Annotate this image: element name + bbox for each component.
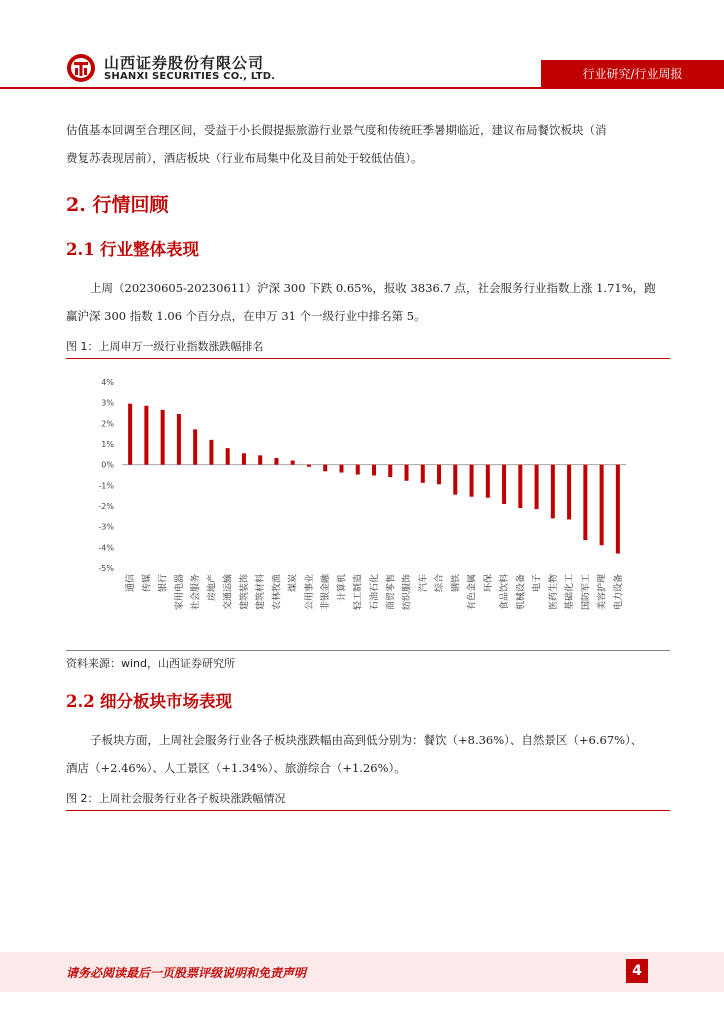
bar: [323, 465, 327, 472]
bar: [567, 465, 571, 520]
x-category-label: 建筑材料: [256, 574, 267, 611]
bar: [437, 465, 441, 485]
bar: [616, 465, 620, 554]
x-category-label: 公用事业: [304, 574, 315, 611]
bar: [209, 440, 213, 465]
section-2-1-line-1: 上周（20230605-20230611）沪深 300 下跌 0.65%，报收 3836.7 点，社会服务行业指数上涨 1.71%，跑: [90, 281, 656, 295]
figure-2-caption: 图 2：上周社会服务行业各子板块涨跌幅情况: [66, 790, 670, 811]
bar: [551, 465, 555, 519]
section-2-title: 行情回顾: [92, 194, 169, 216]
x-category-label: 商贸零售: [386, 574, 397, 611]
bar: [583, 465, 587, 540]
bar: [242, 453, 246, 464]
section-2-2-paragraph: [66, 726, 670, 782]
bar: [274, 458, 278, 465]
section-2-2-line-1: 子板块方面，上周社会服务行业各子板块涨跌幅由高到低分别为：餐饮（+8.36%）、自然景区（+6.67%）、: [90, 733, 643, 747]
x-category-label: 通信: [126, 574, 137, 593]
x-category-label: 钢铁: [451, 574, 462, 593]
section-2-1-number: 2.1: [66, 240, 95, 259]
section-2-1-paragraph: [66, 274, 670, 330]
bar: [291, 461, 295, 465]
bar: [600, 465, 604, 546]
intro-line-2: 费复苏表现居前），酒店板块（行业布局集中化及目前处于较低估值）。: [66, 151, 423, 165]
industry-performance-chart: [66, 360, 670, 640]
bar: [453, 465, 457, 495]
x-category-label: 医药生物: [548, 574, 559, 611]
x-category-label: 轻工制造: [353, 574, 364, 611]
bar: [470, 465, 474, 497]
bar: [144, 406, 148, 465]
figure-1-caption: 图 1：上周申万一级行业指数涨跌幅排名: [66, 338, 670, 359]
bar: [486, 465, 490, 498]
company-name-en: SHANXI SECURITIES CO., LTD.: [104, 71, 276, 82]
y-tick-label: 3%: [101, 398, 114, 408]
y-tick-label: -3%: [98, 522, 114, 532]
bar: [339, 465, 343, 473]
bar: [258, 455, 262, 464]
bar: [518, 465, 522, 508]
x-category-label: 美容护理: [597, 574, 608, 611]
x-category-label: 环保: [483, 574, 494, 593]
x-category-label: 国防军工: [581, 574, 592, 611]
x-category-label: 石油石化: [370, 574, 380, 611]
section-2-number: 2.: [66, 194, 86, 216]
x-category-label: 电力设备: [613, 574, 624, 611]
page-header: [0, 0, 724, 100]
bar: [388, 465, 392, 477]
bar: [177, 414, 181, 465]
section-2-1-title: 行业整体表现: [100, 240, 199, 259]
company-logo-icon: [66, 53, 96, 83]
section-2-2-heading: [66, 688, 232, 712]
x-category-label: 交通运输: [223, 574, 234, 611]
y-tick-label: 1%: [101, 440, 114, 449]
intro-paragraph: [66, 116, 670, 172]
section-tag: 行业研究/行业周报: [541, 60, 724, 89]
y-tick-label: -5%: [98, 564, 114, 573]
x-category-label: 综合: [435, 574, 446, 593]
y-tick-label: -4%: [98, 543, 114, 553]
bar: [193, 429, 197, 464]
bar: [128, 404, 132, 465]
bar: [421, 465, 425, 483]
bar: [502, 465, 506, 504]
page-footer: [0, 952, 724, 992]
x-category-label: 银行: [158, 574, 169, 593]
bar: [535, 465, 539, 509]
y-tick-label: 4%: [101, 378, 114, 387]
y-tick-label: -2%: [98, 502, 114, 511]
x-category-label: 农林牧渔: [272, 574, 283, 611]
section-2-2-number: 2.2: [66, 692, 95, 711]
x-category-label: 非银金融: [321, 574, 332, 611]
section-2-2-line-2: 酒店（+2.46%）、人工景区（+1.34%）、旅游综合（+1.26%）。: [66, 761, 406, 775]
x-category-label: 建筑装饰: [239, 574, 250, 611]
x-category-label: 社会服务: [191, 574, 202, 611]
section-2-2-title: 细分板块市场表现: [100, 692, 232, 711]
x-category-label: 汽车: [418, 574, 429, 593]
page-number: 4: [626, 959, 648, 983]
bar: [226, 448, 230, 465]
section-2-1-line-2: 赢沪深 300 指数 1.06 个百分点，在申万 31 个一级行业中排名第 5。: [66, 309, 426, 323]
x-category-label: 有色金属: [467, 574, 478, 611]
figure-1-source: 资料来源：wind，山西证券研究所: [66, 650, 670, 671]
x-category-label: 计算机: [337, 574, 348, 602]
company-name-cn: 山西证券股份有限公司: [104, 54, 265, 72]
x-category-label: 食品饮料: [500, 574, 511, 611]
section-2-1-heading: [66, 236, 199, 260]
x-category-label: 传媒: [142, 574, 153, 593]
x-category-label: 家用电器: [174, 574, 185, 611]
x-category-label: 基础化工: [565, 574, 576, 611]
section-2-heading: [66, 190, 168, 217]
bar: [372, 465, 376, 476]
x-category-label: 房地产: [207, 574, 218, 602]
x-category-label: 纺织服饰: [402, 574, 413, 611]
bar: [307, 465, 311, 467]
intro-line-1: 估值基本回调至合理区间，受益于小长假提振旅游行业景气度和传统旺季暑期临近，建议布局餐饮板块（消: [66, 123, 607, 137]
y-tick-label: 0%: [101, 460, 114, 470]
y-tick-label: 2%: [101, 419, 114, 429]
x-category-label: 机械设备: [516, 574, 527, 611]
bar: [405, 465, 409, 481]
bar: [356, 465, 360, 475]
x-category-label: 电子: [532, 574, 543, 593]
y-tick-label: -1%: [98, 481, 114, 491]
x-category-label: 煤炭: [288, 574, 299, 593]
bar: [161, 410, 165, 465]
footer-disclaimer: 请务必阅读最后一页股票评级说明和免责声明: [66, 966, 307, 980]
